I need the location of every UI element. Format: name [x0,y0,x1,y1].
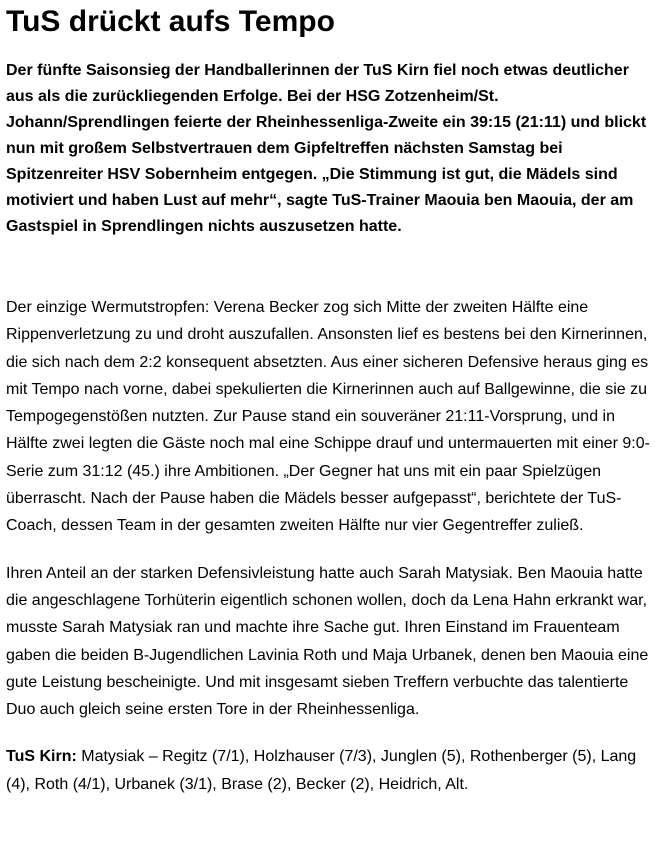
headline: TuS drückt aufs Tempo [6,5,335,38]
body-paragraph-1: Der einzige Wermutstropfen: Verena Becker zog sich Mitte der zweiten Hälfte eine Rippenverletzung zu und droht auszufallen. Ansonsten lief es bestens bei den Kirnerinnen, die sich nach dem 2:2 konsequent absetzten. Aus einer sicheren Defensive heraus ging es mit Tempo nach vorne, dabei spekulierten die Kirnerinnen auch auf Ballgewinne, die sie zu Tempogegenstößen nutzten. Zur Pause stand ein souveräner 21:11-Vorsprung, und in Hälfte zwei legten die Gäste noch mal eine Schippe drauf und untermauerten mit einer 9:0-Serie zum 31:12 (45.) ihre Ambitionen. „Der Gegner hat uns mit ein paar Spielzügen überrascht. Nach der Pause haben die Mädels besser aufgepasst“, berichtete der TuS-Coach, dessen Team in der gesamten zweiten Hälfte nur vier Gegentreffer zuließ. [6,299,650,535]
lead-paragraph: Der fünfte Saisonsieg der Handballerinnen der TuS Kirn fiel noch etwas deutlicher aus als die zurückliegenden Erfolge. Bei der HSG Zotzenheim/St. Johann/Sprendlingen feierte der Rheinhessenliga-Zweite ein 39:15 (21:11) und blickt nun mit großem Selbstvertrauen dem Gipfeltreffen nächsten Samstag bei Spitzenreiter HSV Sobernheim entgegen. „Die Stimmung ist gut, die Mädels sind motiviert und haben Lust auf mehr“, sagte TuS-Trainer Maouia ben Maouia, der am Gastspiel in Sprendlingen nichts auszusetzen hatte. [6,62,647,235]
lineup-paragraph [6,743,656,798]
body-paragraph-2: Ihren Anteil an der starken Defensivleistung hatte auch Sarah Matysiak. Ben Maouia hatte die angeschlagene Torhüterin eigentlich schonen wollen, doch da Lena Hahn erkrankt war, musste Sarah Matysiak ran und machte ihre Sache gut. Ihren Einstand im Frauenteam gaben die beiden B-Jugendlichen Lavinia Roth und Maja Urbanek, denen ben Maouia eine gute Leistung bescheinigte. Und mit insgesamt sieben Treffern verbuchte das talentierte Duo auch gleich seine ersten Tore in der Rheinhessenliga. [6,564,649,719]
lineup-team-label: TuS Kirn: [6,748,77,766]
lineup-players: Matysiak – Regitz (7/1), Holzhauser (7/3), Junglen (5), Rothenberger (5), Lang (4), Roth (4/1), Urbanek (3/1), Brase (2), Becker (2), Heidrich, Alt. [6,748,637,793]
article [6,0,656,798]
